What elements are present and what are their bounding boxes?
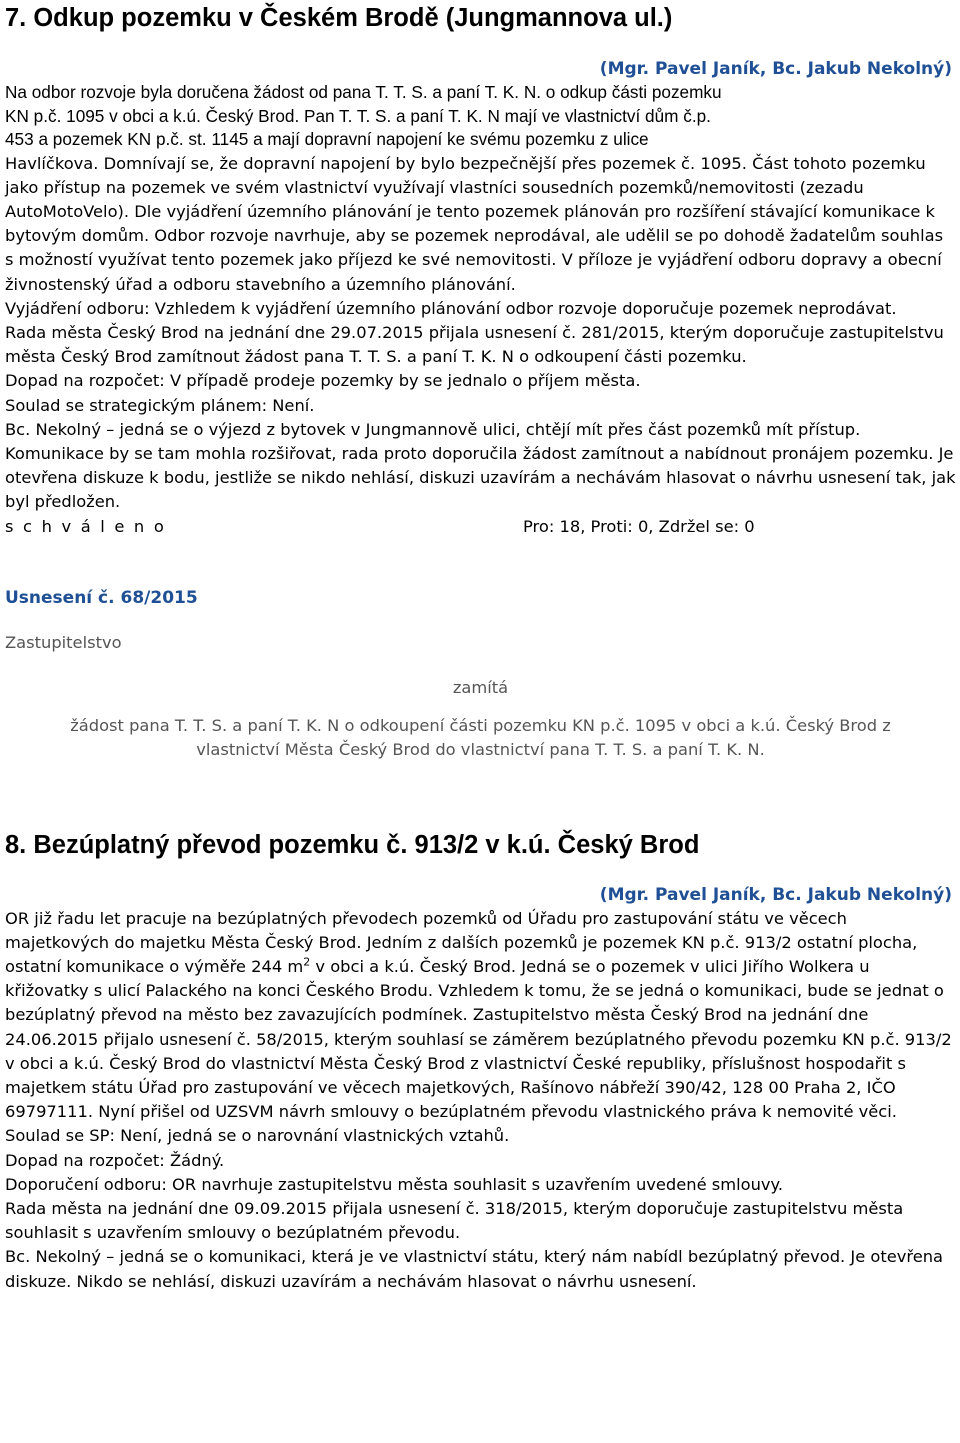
resolution-text-line-1: žádost pana T. T. S. a paní T. K. N o odkoupení části pozemku KN p.č. 1095 v obci a k.ú. Český Brod z bbox=[70, 716, 891, 736]
vote-result: Pro: 18, Proti: 0, Zdržel se: 0 bbox=[523, 516, 755, 536]
section-7-council: Rada města Český Brod na jednání dne 29.07.2015 přijala usnesení č. 281/2015, kterým doporučuje zastupitelstvu města Český Brod zamítnout žádost pana T. T. S. a paní T. K. N o odkoupení části pozemku. bbox=[5, 322, 944, 367]
section-8-paragraph-1-a: OR již řadu let pracuje na bezúplatných převodech pozemků od Úřadu pro zastupování státu ve věcech majetkových do majetku Města Český Brod. Jedním z dalších pozemků je pozemek KN p.č. 913/2 ostatní plocha, ostatní komunikace o výměře 244 m bbox=[5, 908, 918, 976]
section-8-heading: 8. Bezúplatný převod pozemku č. 913/2 v k.ú. Český Brod bbox=[5, 830, 700, 859]
section-8-discussion: Bc. Nekolný – jedná se o komunikaci, která je ve vlastnictví státu, který nám nabídl bezúplatný převod. Je otevřena diskuze. Nikdo se nehlásí, diskuzi uzavírám a nechávám hlasovat o návrhu usnesení. bbox=[5, 1247, 944, 1291]
section-8-paragraph-1-b: v obci a k.ú. Český Brod. Jedná se o pozemek v ulici Jiřího Wolkera u křižovatky s ulicí Palackého na konci Českého Brodu. Vzhledem k tomu, že se jedná o komunikaci, bude se jednat o bezúplatný převod na město bez zavazujících podmínek. Zastupitelstvo města Český Brod na jednání dne 24.06.2015 přijalo usnesení č. 58/2015, kterým souhlasí se záměrem bezúplatného převodu pozemku KN p.č. 913/2 v obci a k.ú. Český Brod do vlastnictví Města Český Brod z vlastnictví České republiky, příslušnost hospodařit s majetkem státu Úřad pro zastupování ve věcech majetkových, Rašínovo nábřeží 390/42, 128 00 Praha 2, IČO 69797111. Nyní přišel od UZSVM návrh smlouvy o bezúplatném převodu vlastnického práva k nemovité věci. bbox=[5, 956, 952, 1122]
section-7-heading: 7. Odkup pozemku v Českém Brodě (Jungmannova ul.) bbox=[5, 4, 673, 32]
vote-label: s c h v á l e n o bbox=[5, 516, 166, 536]
resolution-verb: zamítá bbox=[452, 677, 509, 697]
section-8-paragraph-1 bbox=[5, 907, 956, 1125]
resolution-text-line-2: vlastnictví Města Český Brod do vlastnictví pana T. T. S. a paní T. K. N. bbox=[196, 740, 765, 760]
section-7-intro-line-3: 453 a pozemek KN p.č. st. 1145 a mají dopravní napojení ke svému pozemku z ulice bbox=[5, 129, 649, 149]
resolution-title: Usnesení č. 68/2015 bbox=[5, 587, 198, 608]
section-8-council: Rada města na jednání dne 09.09.2015 přijala usnesení č. 318/2015, kterým doporučuje zastupitelstvu města souhlasit s uzavřením smlouvy o bezúplatném převodu. bbox=[5, 1199, 904, 1243]
section-8-sp: Soulad se SP: Není, jedná se o narovnání vlastnických vztahů. bbox=[5, 1126, 510, 1146]
section-8-recommendation: Doporučení odboru: OR navrhuje zastupitelstvu města souhlasit s uzavřením uvedené smlouvy. bbox=[5, 1174, 784, 1194]
section-7-intro-line-1: Na odbor rozvoje byla doručena žádost od pana T. T. S. a paní T. K. N. o odkup části pozemku bbox=[5, 82, 722, 102]
section-7-budget: Dopad na rozpočet: V případě prodeje pozemky by se jednalo o příjem města. bbox=[5, 371, 641, 391]
resolution-body: Zastupitelstvo bbox=[5, 632, 122, 652]
vote-row bbox=[5, 515, 956, 539]
section-7-discussion: Bc. Nekolný – jedná se o výjezd z bytovek v Jungmannově ulici, chtějí mít přes část pozemků mít přístup. Komunikace by se tam mohla rozšiřovat, rada proto doporučila žádost zamítnout a nabídnout pronájem pozemku. Je otevřena diskuze k bodu, jestliže se nikdo nehlásí, diskuzi uzavírám a nechávám hlasovat o návrhu usnesení tak, jak byl předložen. bbox=[5, 419, 956, 512]
section-7-authors: (Mgr. Pavel Janík, Bc. Jakub Nekolný) bbox=[599, 59, 952, 79]
section-7-paragraph: Havlíčkova. Domnívají se, že dopravní napojení by bylo bezpečnější přes pozemek č. 1095. Část tohoto pozemku jako přístup na pozemek ve svém vlastnictví využívají vlastníci sousedních pozemků/nemovitosti (zezadu AutoMotoVelo). Dle vyjádření územního plánování je tento pozemek plánován pro rozšíření stávající komunikace k bytovým domům. Odbor rozvoje navrhuje, aby se pozemek neprodával, ale udělil se po dohodě žadatelům souhlas s možností využívat tento pozemek jako příjezd ke své nemovitosti. V příloze je vyjádření odboru dopravy a obecní živnostenský úřad a odboru stavebního a územního plánování. bbox=[5, 153, 944, 294]
area-unit-superscript: 2 bbox=[303, 955, 311, 969]
section-8-budget: Dopad na rozpočet: Žádný. bbox=[5, 1150, 225, 1170]
section-7-plan: Soulad se strategickým plánem: Není. bbox=[5, 395, 315, 415]
section-7-opinion: Vyjádření odboru: Vzhledem k vyjádření územního plánování odbor rozvoje doporučuje pozemek neprodávat. bbox=[5, 298, 897, 318]
section-8-authors: (Mgr. Pavel Janík, Bc. Jakub Nekolný) bbox=[599, 884, 952, 905]
section-7-intro-line-2: KN p.č. 1095 v obci a k.ú. Český Brod. Pan T. T. S. a paní T. K. N mají ve vlastnictví dům č.p. bbox=[5, 105, 711, 126]
